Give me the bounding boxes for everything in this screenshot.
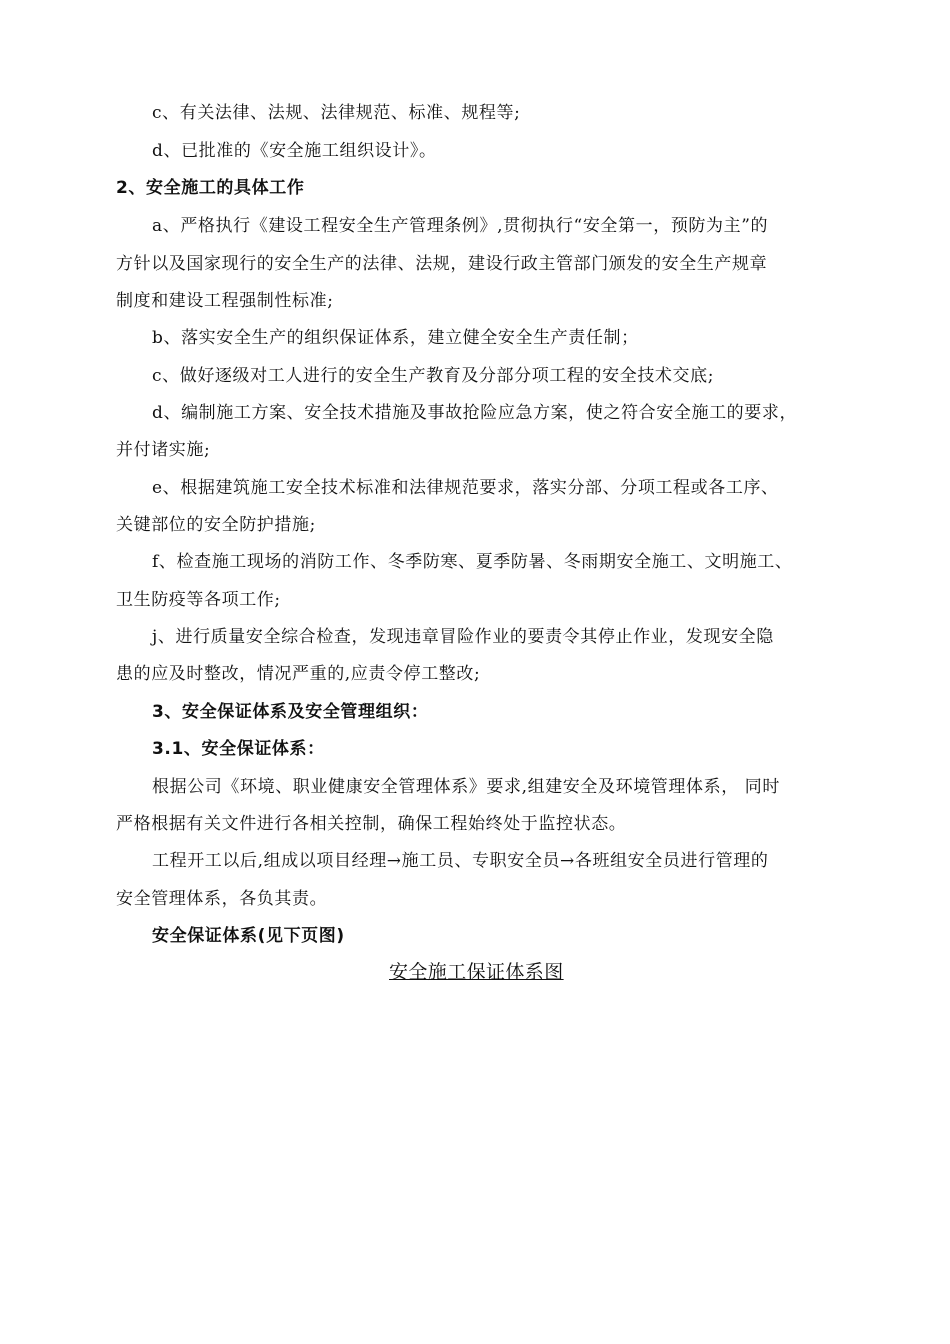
section-heading-3: 3、安全保证体系及安全管理组织： [152,702,429,722]
item-c-laws: c、有关法律、法规、法律规范、标准、规程等; [152,103,521,123]
item-d-line1: d、编制施工方案、安全技术措施及事故抢险应急方案，使之符合安全施工的要求， [152,403,798,423]
figure-caption: 安全施工保证体系图 [389,961,564,983]
figure-reference: 安全保证体系(见下页图) [152,926,345,946]
item-e-line1: e、根据建筑施工安全技术标准和法律规范要求，落实分部、分项工程或各工序、 [152,478,779,498]
section-heading-3-1: 3.1、安全保证体系： [152,739,325,759]
item-j-line1: j、进行质量安全综合检查，发现违章冒险作业的要责令其停止作业，发现安全隐 [152,627,774,647]
para-system-line1: 根据公司《环境、职业健康安全管理体系》要求,组建安全及环境管理体系， 同时 [152,777,781,797]
item-b: b、落实安全生产的组织保证体系，建立健全安全生产责任制； [152,328,639,348]
item-d-design: d、已批准的《安全施工组织设计》。 [152,141,437,161]
item-a-line2: 方针以及国家现行的安全生产的法律、法规，建设行政主管部门颁发的安全生产规章 [116,254,768,274]
para-system-line2: 严格根据有关文件进行各相关控制，确保工程始终处于监控状态。 [116,814,627,834]
item-a-line1: a、严格执行《建设工程安全生产管理条例》,贯彻执行“安全第一，预防为主”的 [152,216,769,236]
item-f-line2: 卫生防疫等各项工作; [116,590,281,610]
item-d-line2: 并付诸实施; [116,440,211,460]
section-heading-2: 2、安全施工的具体工作 [116,178,305,198]
item-f-line1: f、检查施工现场的消防工作、冬季防寒、夏季防暑、冬雨期安全施工、文明施工、 [152,552,793,572]
item-e-line2: 关键部位的安全防护措施; [116,515,316,535]
para-structure-line2: 安全管理体系，各负其责。 [116,889,328,909]
item-c-education: c、做好逐级对工人进行的安全生产教育及分部分项工程的安全技术交底; [152,366,715,386]
item-j-line2: 患的应及时整改，情况严重的,应责令停工整改; [116,664,481,684]
item-a-line3: 制度和建设工程强制性标准; [116,291,334,311]
para-structure-line1: 工程开工以后,组成以项目经理→施工员、专职安全员→各班组安全员进行管理的 [152,851,769,871]
